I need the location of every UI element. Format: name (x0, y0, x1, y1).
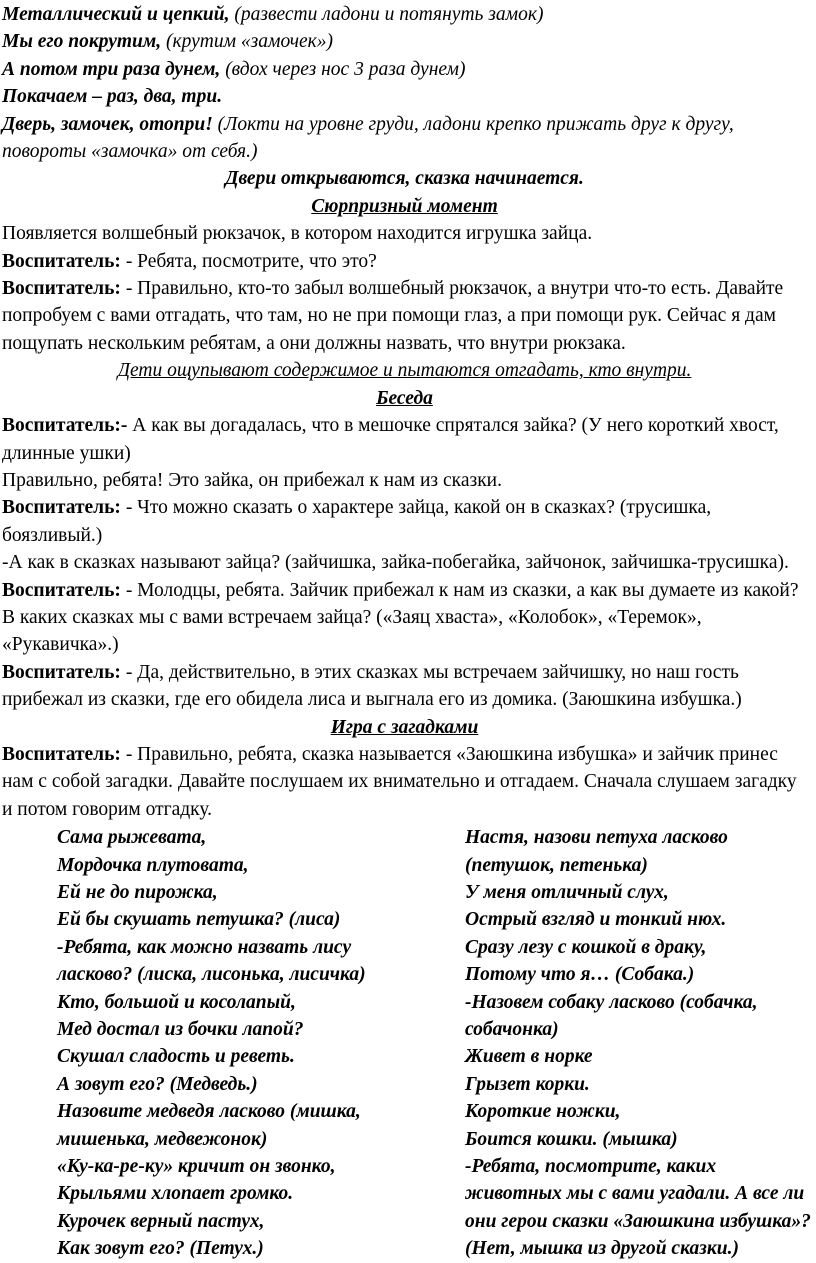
game-intro-text: - Правильно, ребята, сказка называется «Заюшкина избушка» и зайчик принес нам с собой загадки. Давайте послушаем их внимательно и отгадаем. Сначала слушаем загадку и потом говорим отгадку. (2, 743, 797, 820)
heading-surprise: Сюрпризный момент (311, 195, 498, 217)
children-action: Дети ощупывают содержимое и пытаются отгадать, кто внутри. (117, 360, 692, 382)
riddle-line: -Назовем собаку ласково (собачка, (465, 991, 758, 1013)
riddle-line: Грызет корки. (465, 1073, 590, 1095)
talk-text: Правильно, ребята! Это зайка, он прибежал к нам из сказки. (2, 469, 502, 491)
riddle-line: Как зовут его? (Петух.) (57, 1238, 264, 1260)
rhyme-text: Мы его покрутим, (2, 31, 162, 53)
riddle-line: (Нет, мышка из другой сказки.) (465, 1238, 739, 1260)
riddle-line: Курочек верный пастух, (57, 1210, 265, 1232)
riddle-line: животных мы с вами угадали. А все ли (465, 1183, 805, 1205)
rhyme-text: Металлический и цепкий, (2, 4, 230, 25)
speaker-label: Воспитатель: (2, 661, 121, 683)
intro-line (2, 56, 807, 83)
riddle-line: «Ку-ка-ре-ку» кричит он звонко, (57, 1156, 336, 1178)
riddles-left-column (2, 824, 465, 1263)
talk-paragraph (2, 412, 807, 467)
heading-surprise-wrap (2, 193, 807, 220)
talk-paragraph (2, 494, 807, 549)
heading-game: Игра с загадками (330, 716, 479, 738)
riddle-line: Короткие ножки, (465, 1101, 621, 1123)
talk-paragraph (2, 467, 807, 494)
doors-open-line: Двери открываются, сказка начинается. (225, 168, 584, 190)
talk-text: - Да, действительно, в этих сказках мы встречаем зайчишку, но наш гость прибежал из сказки, где его обидела лиса и выгнала его из домика. (Заюшкина избушка.) (2, 661, 742, 711)
surprise-text: Появляется волшебный рюкзачок, в котором находится игрушка зайца. (2, 223, 593, 245)
intro-line (2, 83, 807, 110)
riddle-line: А зовут его? (Медведь.) (57, 1073, 258, 1095)
talk-paragraph (2, 659, 807, 714)
riddles-right-column (465, 824, 815, 1263)
riddle-line: Назовите медведя ласково (мишка, (57, 1101, 361, 1123)
riddle-line: они герои сказки «Заюшкина избушка»? (465, 1210, 811, 1232)
intro-line (2, 111, 807, 166)
riddle-line: Живет в норке (465, 1046, 593, 1068)
rhyme-text: Дверь, замочек, отопри! (2, 113, 213, 135)
talk-text: -А как в сказках называют зайца? (зайчишка, зайка-побегайка, зайчонок, зайчишка-трусишка). (2, 552, 789, 574)
rhyme-text: Покачаем – раз, два, три. (2, 86, 223, 108)
stage-direction: (развести ладони и потянуть замок) (229, 4, 544, 25)
riddle-line: Мордочка плутовата, (57, 854, 249, 876)
dialog-paragraph (2, 275, 807, 357)
talk-text: - Молодцы, ребята. Зайчик прибежал к нам из сказки, а как вы думаете из какой? В каких сказках мы с вами встречаем зайца? («Заяц хваста», «Колобок», «Теремок», «Рукавичка».) (2, 579, 799, 656)
dialog-text: - Ребята, посмотрите, что это? (120, 250, 377, 272)
heading-talk-wrap (2, 385, 807, 412)
riddle-line: Сама рыжевата, (57, 827, 207, 849)
riddle-line: Боится кошки. (мышка) (465, 1128, 678, 1150)
riddle-line: Мед достал из бочки лапой? (57, 1019, 304, 1041)
intro-line (2, 1, 807, 28)
speaker-label: Воспитатель: (2, 497, 121, 519)
riddle-line: Острый взгляд и тонкий нюх. (465, 909, 727, 931)
talk-paragraph (2, 577, 807, 659)
dialog-text: - Правильно, кто-то забыл волшебный рюкзачок, а внутри что-то есть. Давайте попробуем с вами отгадать, что там, но не при помощи глаз, а при помощи рук. Сейчас я дам пощупать нескольким ребятам, а они должны назвать, что внутри рюкзака. (2, 278, 784, 354)
riddle-line: -Ребята, как можно назвать лису (57, 936, 352, 958)
riddle-line: Сразу лезу с кошкой в драку, (465, 936, 707, 958)
intro-line (2, 28, 807, 55)
riddle-line: собачонка) (465, 1019, 559, 1041)
riddles-columns (2, 824, 816, 1263)
riddle-line: ласково? (лиска, лисонька, лисичка) (57, 964, 366, 986)
talk-paragraph (2, 549, 807, 576)
riddle-line: Ей не до пирожка, (57, 882, 218, 903)
talk-text: А как вы догадалась, что в мешочке спрятался зайка? (У него короткий хвост, длинные ушки) (2, 415, 779, 464)
speaker-label: Воспитатель: (2, 250, 121, 272)
speaker-label: Воспитатель: (2, 743, 121, 765)
stage-direction: (Локти на уровне груди, ладони крепко прижать друг к другу, повороты «замочка» от себя.) (2, 113, 734, 163)
riddle-line: Скушал сладость и реветь. (57, 1046, 295, 1068)
speaker-label: Воспитатель: (2, 579, 121, 601)
stage-direction: (вдох через нос 3 раза дунем) (220, 58, 466, 80)
stage-direction: (крутим «замочек») (161, 31, 334, 53)
riddle-line: Кто, большой и косолапый, (57, 991, 296, 1013)
heading-talk: Беседа (376, 387, 433, 409)
rhyme-text: А потом три раза дунем, (2, 58, 221, 80)
riddle-line: Потому что я… (Собака.) (465, 964, 695, 986)
riddle-line: Настя, назови петуха ласково (465, 827, 728, 849)
riddle-line: Ей бы скушать петушка? (лиса) (57, 909, 341, 931)
riddle-line: -Ребята, посмотрите, каких (465, 1156, 717, 1178)
riddle-line: Крыльями хлопает громко. (57, 1183, 294, 1205)
speaker-label: Воспитатель: (2, 278, 121, 300)
children-action-wrap (2, 357, 807, 384)
game-intro-paragraph (2, 741, 807, 823)
dialog-paragraph (2, 248, 807, 275)
talk-text: - Что можно сказать о характере зайца, какой он в сказках? (трусишка, боязливый.) (2, 497, 712, 546)
speaker-label: Воспитатель:- (2, 415, 128, 437)
riddle-line: У меня отличный слух, (465, 882, 669, 903)
riddle-line: мишенька, медвежонок) (57, 1128, 268, 1150)
heading-game-wrap (2, 714, 807, 741)
riddle-line: (петушок, петенька) (465, 854, 648, 876)
